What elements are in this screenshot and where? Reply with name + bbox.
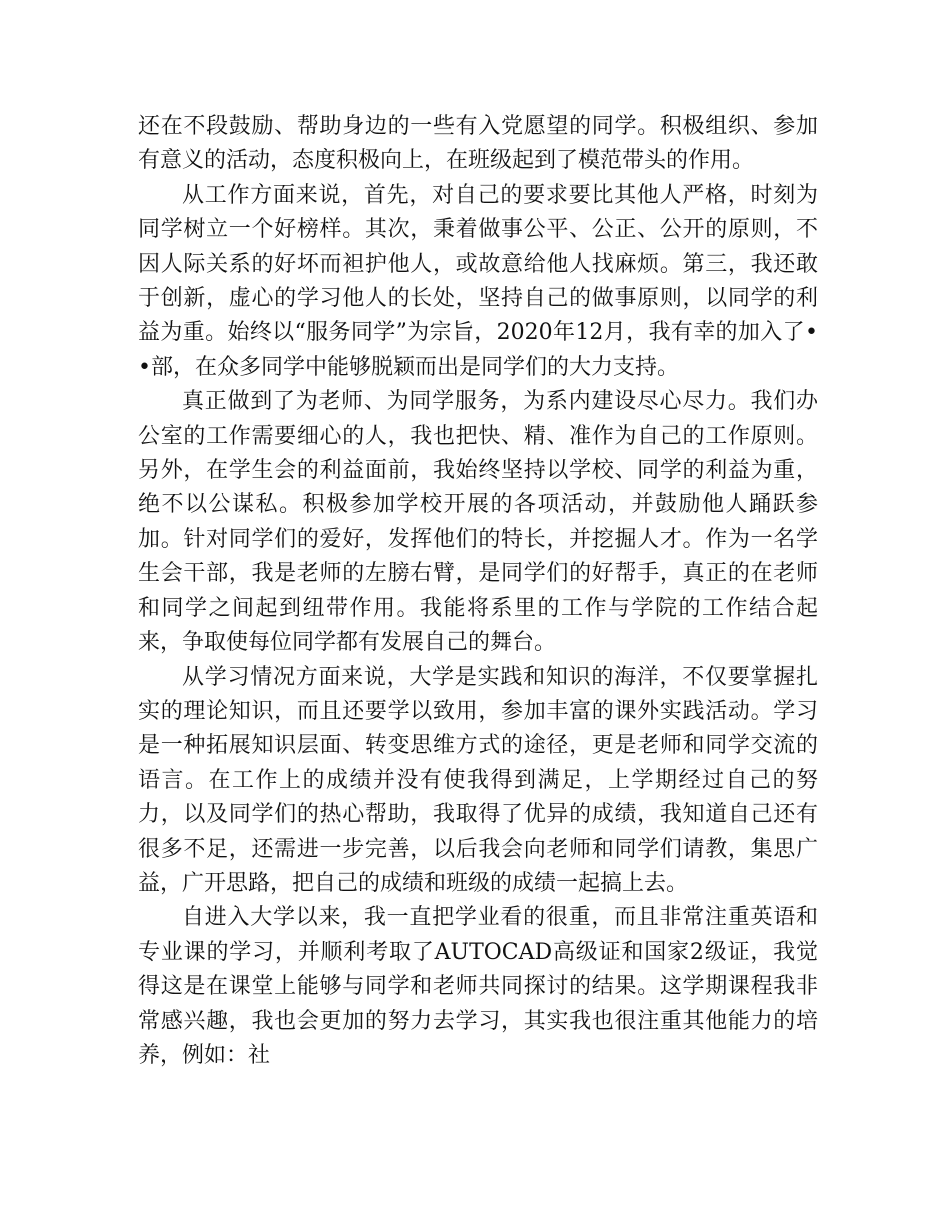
document-body [138,110,818,1073]
paragraph-3: 真正做到了为老师、为同学服务，为系内建设尽心尽力。我们办公室的工作需要细心的人，我也把快、精、准作为自己的工作原则。另外，在学生会的利益面前，我始终坚持以学校、同学的利益为重，绝不以公谋私。积极参加学校开展的各项活动，并鼓励他人踊跃参加。针对同学们的爱好，发挥他们的特长，并挖掘人才。作为一名学生会干部，我是老师的左膀右臂，是同学们的好帮手，真正的在老师和同学之间起到纽带作用。我能将系里的工作与学院的工作结合起来，争取使每位同学都有发展自己的舞台。 [138,389,818,656]
paragraph-1: 还在不段鼓励、帮助身边的一些有入党愿望的同学。积极组织、参加有意义的活动，态度积极向上，在班级起到了模范带头的作用。 [138,114,818,174]
paragraph-5: 自进入大学以来，我一直把学业看的很重，而且非常注重英语和专业课的学习，并顺利考取了AUTOCAD高级证和国家2级证，我觉得这是在课堂上能够与同学和老师共同探讨的结果。这学期课程我非常感兴趣，我也会更加的努力去学习，其实我也很注重其他能力的培养，例如：社 [138,905,818,1068]
paragraph-2: 从工作方面来说，首先，对自己的要求要比其他人严格，时刻为同学树立一个好榜样。其次，秉着做事公平、公正、公开的原则，不因人际关系的好坏而袒护他人，或故意给他人找麻烦。第三，我还敢于创新，虚心的学习他人的长处，坚持自己的做事原则，以同学的利益为重。始终以“服务同学”为宗旨，2020年12月，我有幸的加入了••部，在众多同学中能够脱颖而出是同学们的大力支持。 [138,182,818,380]
paragraph-4: 从学习情况方面来说，大学是实践和知识的海洋，不仅要掌握扎实的理论知识，而且还要学以致用，参加丰富的课外实践活动。学习是一种拓展知识层面、转变思维方式的途径，更是老师和同学交流的语言。在工作上的成绩并没有使我得到满足，上学期经过自己的努力，以及同学们的热心帮助，我取得了优异的成绩，我知道自己还有很多不足，还需进一步完善，以后我会向老师和同学们请教，集思广益，广开思路，把自己的成绩和班级的成绩一起搞上去。 [138,664,818,896]
